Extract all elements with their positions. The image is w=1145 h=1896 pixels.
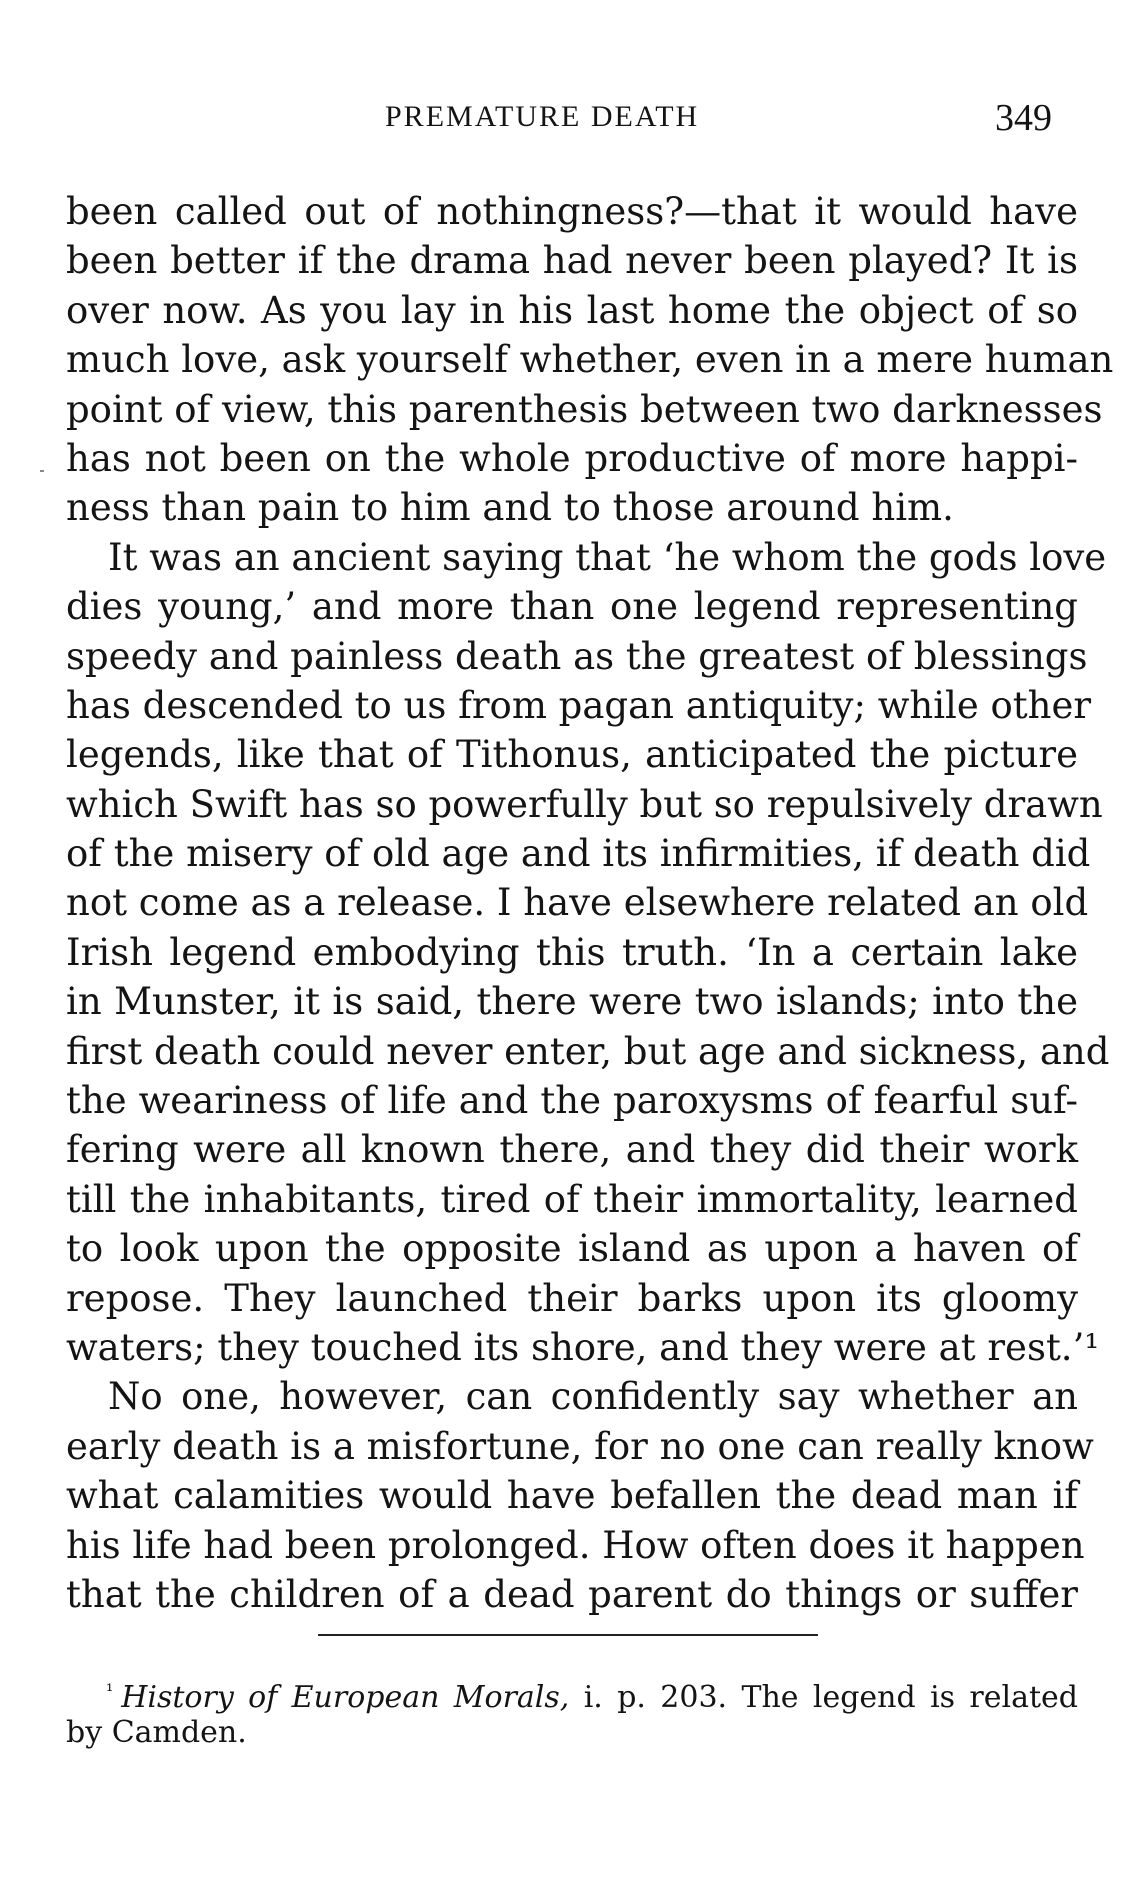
text-line: Irish legend embodying this truth. ‘In a certain lake — [66, 930, 1078, 974]
text-line: of the misery of old age and its infirmities, if death did — [66, 832, 1091, 876]
footnote-citation: i. p. 203. The legend is related — [569, 1680, 1079, 1715]
text-line: which Swift has so powerfully but so repulsively drawn — [66, 782, 1103, 826]
text-line: to look upon the opposite island as upon a haven of — [66, 1227, 1078, 1271]
text-line: repose. They launched their barks upon its gloomy — [66, 1276, 1078, 1320]
text-line: first death could never enter, but age and sickness, and — [66, 1029, 1110, 1073]
text-line: No one, however, can confidently say whether an — [108, 1375, 1078, 1419]
text-line: his life had been prolonged. How often does it happen — [66, 1523, 1085, 1567]
body-text — [66, 187, 1114, 1619]
text-line: has descended to us from pagan antiquity; while other — [66, 683, 1092, 727]
text-line: has not been on the whole productive of more happi- — [66, 436, 1078, 480]
text-line: early death is a misfortune, for no one can really know — [66, 1424, 1094, 1468]
text-line: ness than pain to him and to those around him. — [66, 486, 954, 530]
text-line: in Munster, it is said, there were two islands; into the — [66, 980, 1078, 1024]
text-line: the weariness of life and the paroxysms of fearful suf- — [66, 1079, 1078, 1123]
text-line: dies young,’ and more than one legend representing — [66, 585, 1078, 629]
running-title: PREMATURE DEATH — [385, 100, 700, 133]
page-number: 349 — [995, 97, 1052, 139]
footnote-divider — [318, 1634, 818, 1636]
margin-mark — [40, 470, 44, 472]
text-line: much love, ask yourself whether, even in a mere human — [66, 338, 1114, 382]
footnote-title: History of European Morals, — [121, 1680, 570, 1715]
text-line: waters; they touched its shore, and they were at rest.’¹ — [66, 1325, 1100, 1369]
text-line: that the children of a dead parent do things or suffer — [66, 1572, 1078, 1616]
footnote-line — [66, 1671, 1079, 1715]
text-line: over now. As you lay in his last home the object of so — [66, 288, 1078, 332]
text-line: speedy and painless death as the greatest of blessings — [66, 634, 1088, 678]
text-line: not come as a release. I have elsewhere related an old — [66, 881, 1089, 925]
text-line: legends, like that of Tithonus, anticipated the picture — [66, 733, 1078, 777]
text-line: fering were all known there, and they did their work — [66, 1128, 1078, 1172]
text-line: what calamities would have befallen the dead man if — [66, 1474, 1078, 1518]
text-line: been better if the drama had never been played? It is — [66, 239, 1078, 283]
text-line: It was an ancient saying that ‘he whom the gods love — [108, 535, 1107, 579]
footnote — [66, 1671, 1078, 1753]
footnote-marker: ¹ — [106, 1681, 114, 1702]
text-line: been called out of nothingness?—that it would have — [66, 190, 1078, 233]
footnote-line: by Camden. — [66, 1715, 247, 1750]
text-line: point of view, this parenthesis between two darknesses — [66, 387, 1103, 431]
text-line: till the inhabitants, tired of their immortality, learned — [66, 1177, 1078, 1221]
